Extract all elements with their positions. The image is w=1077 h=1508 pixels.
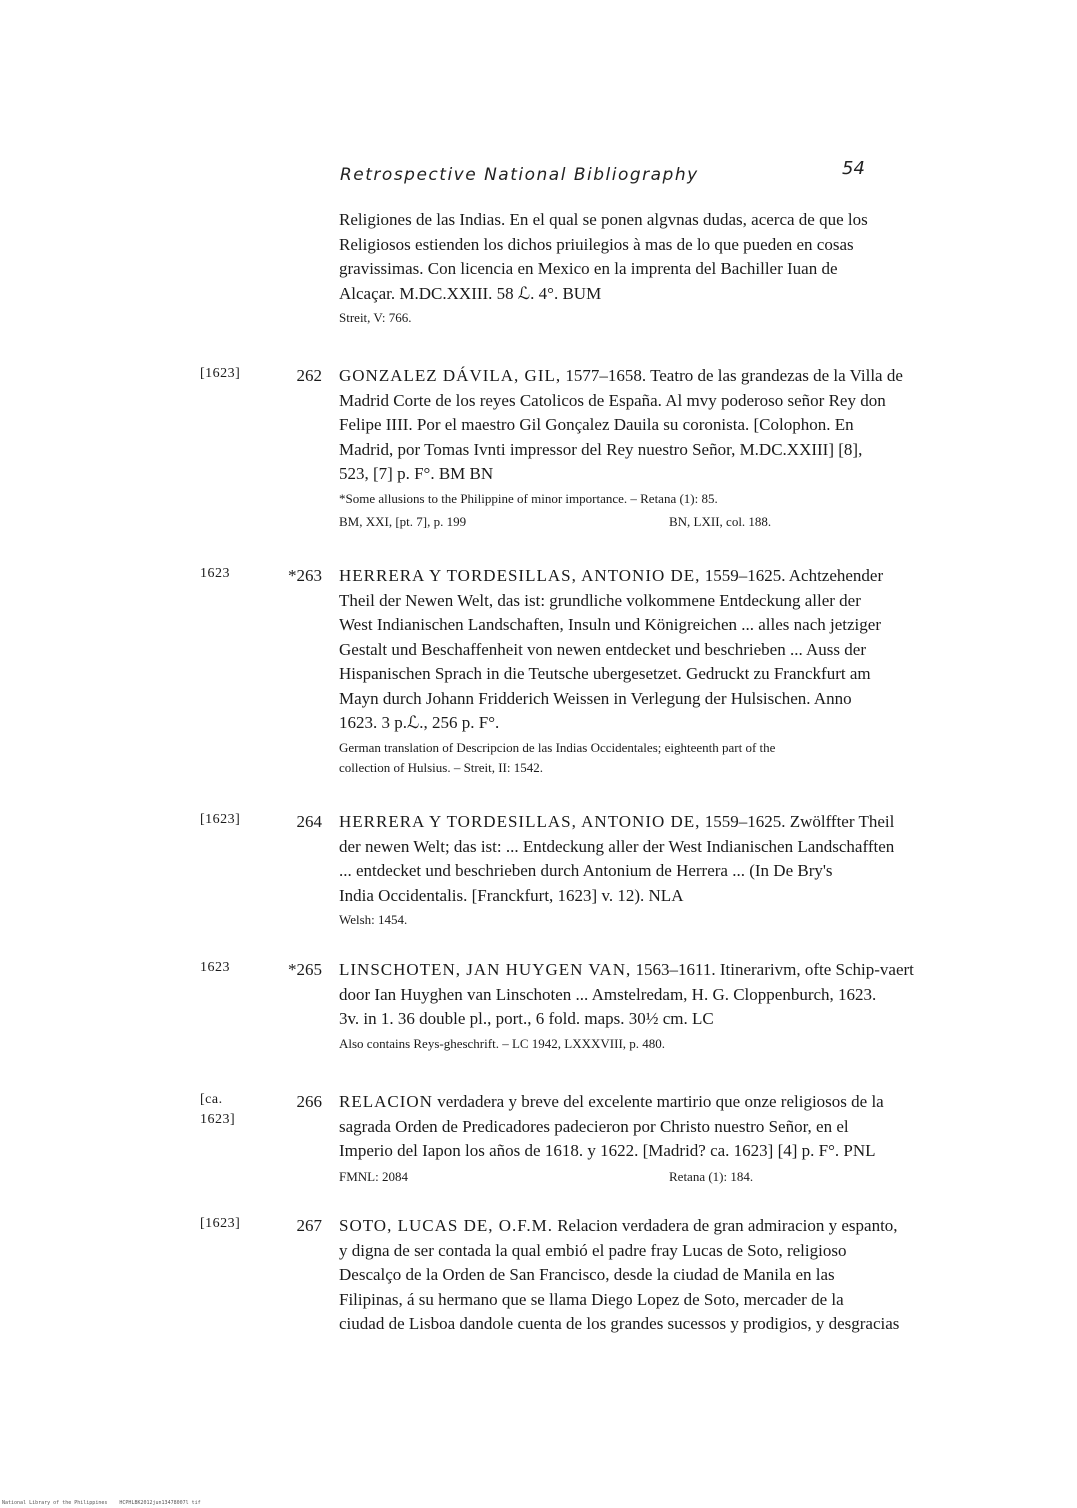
entry-year: 1623 bbox=[200, 960, 230, 975]
text-line: Theil der Newen Welt, das ist: grundliche volkommene Entdeckung aller der bbox=[339, 590, 861, 610]
entry-number: 267 bbox=[296, 1216, 322, 1235]
continued-entry bbox=[339, 208, 979, 328]
text-line-rest: 1563–1611. Itinerarivm, ofte Schip-vaert bbox=[635, 960, 914, 979]
note-left: FMNL: 2084 bbox=[339, 1168, 408, 1184]
entry-content bbox=[339, 810, 1000, 930]
entry-year: [1623] bbox=[200, 1216, 241, 1231]
text-line: ciudad de Lisboa dandole cuenta de los grandes sucessos y prodigios, y desgracias bbox=[339, 1314, 900, 1333]
text-line bbox=[339, 364, 1000, 389]
text-line-rest: 1559–1625. Achtzehender bbox=[704, 566, 884, 585]
entry-heading: HERRERA Y TORDESILLAS, ANTONIO DE, bbox=[339, 812, 701, 831]
entry-note-row bbox=[339, 1166, 1000, 1188]
text-line: der newen Welt; das ist: ... Entdeckung aller der West Indianischen Landschafften bbox=[339, 836, 895, 856]
page-number: 54 bbox=[842, 158, 865, 179]
text-line: Descalço de la Orden de San Francisco, desde la ciudad de Manila en las bbox=[339, 1265, 835, 1284]
entry-year: [1623] bbox=[200, 366, 241, 381]
note-line: German translation of Descripcion de las Indias Occidentales; eighteenth part of the bbox=[339, 739, 776, 755]
text-line: Madrid, por Tomas Ivnti impressor del Rey nuestro Señor, M.DC.XXIII] [8], bbox=[339, 439, 863, 459]
entry-number: 264 bbox=[296, 812, 322, 831]
text-line: sagrada Orden de Predicadores padecieron por Christo nuestro Señor, en el bbox=[339, 1116, 849, 1136]
text-line: Gestalt und Beschaffenheit von newen entdecket und beschrieben ... Auss der bbox=[339, 639, 866, 659]
text-line: 3v. in 1. 36 double pl., port., 6 fold. maps. 30½ cm. LC bbox=[339, 1009, 714, 1028]
entry-heading: LINSCHOTEN, JAN HUYGEN VAN, bbox=[339, 960, 632, 979]
text-line bbox=[339, 1090, 1000, 1115]
text-line: Alcaçar. M.DC.XXIII. 58 ℒ. 4°. BUM bbox=[339, 283, 602, 303]
entry-content bbox=[339, 958, 1000, 1054]
entry-number: 262 bbox=[296, 366, 322, 385]
text-line: India Occidentalis. [Franckfurt, 1623] v. 12). NLA bbox=[339, 885, 684, 905]
entry-number: 266 bbox=[296, 1092, 322, 1111]
entry-note-row bbox=[339, 511, 1000, 533]
text-line: Felipe IIII. Por el maestro Gil Gonçalez Dauila su coronista. [Colophon. En bbox=[339, 415, 854, 434]
text-line: Mayn durch Johann Fridderich Weissen in Verlegung der Hulsischen. Anno bbox=[339, 688, 852, 708]
text-line-rest: 1559–1625. Zwölffter Theil bbox=[704, 812, 895, 831]
entry-content bbox=[339, 364, 1000, 533]
entry-heading: RELACION bbox=[339, 1092, 433, 1111]
note-right: BN, LXII, col. 188. bbox=[669, 513, 772, 529]
text-line: Religiosos estienden los dichos priuilegios à mas de lo que pueden en cosas bbox=[339, 234, 854, 254]
entry-note: Streit, V: 766. bbox=[339, 310, 412, 325]
note-left: BM, XXI, [pt. 7], p. 199 bbox=[339, 513, 467, 529]
text-line: Madrid Corte de los reyes Catolicos de España. Al mvy poderoso señor Rey don bbox=[339, 390, 886, 410]
text-line bbox=[339, 958, 1000, 983]
entry-content bbox=[339, 1090, 1000, 1188]
text-line: Hispanischen Sprach in die Teutsche ubergesetzet. Gedruckt zu Franckfurt am bbox=[339, 664, 871, 683]
text-line: door Ian Huyghen van Linschoten ... Amstelredam, H. G. Cloppenburch, 1623. bbox=[339, 984, 877, 1004]
text-line: Imperio del Iapon los años de 1618. y 1622. [Madrid? ca. 1623] [4] p. F°. PNL bbox=[339, 1141, 876, 1160]
entry-number: *263 bbox=[288, 566, 322, 585]
entry-number: *265 bbox=[288, 960, 322, 979]
text-line-rest: 1577–1658. Teatro de las grandezas de la Villa de bbox=[565, 366, 903, 385]
running-header-title: Retrospective National Bibliography bbox=[340, 165, 699, 185]
scan-footer: National Library of the Philippines HCPHLBK2012jun13478007l tif bbox=[2, 1500, 201, 1506]
text-line-rest: Relacion verdadera de gran admiracion y espanto, bbox=[557, 1216, 898, 1235]
text-line: 523, [7] p. F°. BM BN bbox=[339, 464, 494, 483]
text-line bbox=[339, 564, 1000, 589]
entry-year: [ca. 1623] bbox=[200, 1092, 236, 1127]
entry-year: 1623 bbox=[200, 566, 230, 581]
entry-note: Welsh: 1454. bbox=[339, 912, 408, 927]
entry-note bbox=[339, 738, 1000, 778]
text-line: Religiones de las Indias. En el qual se ponen algvnas dudas, acerca de que los bbox=[339, 210, 868, 229]
text-line bbox=[339, 1214, 1000, 1239]
entry-note: Also contains Reys-gheschrift. – LC 1942, LXXXVIII, p. 480. bbox=[339, 1035, 666, 1051]
entry-content bbox=[339, 564, 1000, 778]
entry-content bbox=[339, 1214, 1000, 1337]
text-line bbox=[339, 810, 1000, 835]
text-line: ... entdecket und beschrieben durch Antonium de Herrera ... (In De Bry's bbox=[339, 861, 833, 880]
text-line: West Indianischen Landschaften, Insuln und Königreichen ... alles nach jetziger bbox=[339, 615, 881, 634]
entry-year: [1623] bbox=[200, 812, 241, 827]
entry-heading: GONZALEZ DÁVILA, GIL, bbox=[339, 366, 562, 385]
note-right: Retana (1): 184. bbox=[669, 1168, 754, 1184]
text-line: gravissimas. Con licencia en Mexico en la imprenta del Bachiller Iuan de bbox=[339, 259, 838, 278]
text-line-rest: verdadera y breve del excelente martirio que onze religiosos de la bbox=[437, 1092, 884, 1111]
text-line: 1623. 3 p.ℒ., 256 p. F°. bbox=[339, 713, 500, 732]
text-line: Filipinas, á su hermano que se llama Diego Lopez de Soto, mercader de la bbox=[339, 1289, 844, 1309]
text-line: y digna de ser contada la qual embió el padre fray Lucas de Soto, religioso bbox=[339, 1240, 847, 1260]
note-line: collection of Hulsius. – Streit, II: 1542. bbox=[339, 759, 544, 775]
entry-heading: HERRERA Y TORDESILLAS, ANTONIO DE, bbox=[339, 566, 701, 585]
entry-note: *Some allusions to the Philippine of minor importance. – Retana (1): 85. bbox=[339, 490, 718, 506]
entry-heading: SOTO, LUCAS DE, O.F.M. bbox=[339, 1216, 553, 1235]
